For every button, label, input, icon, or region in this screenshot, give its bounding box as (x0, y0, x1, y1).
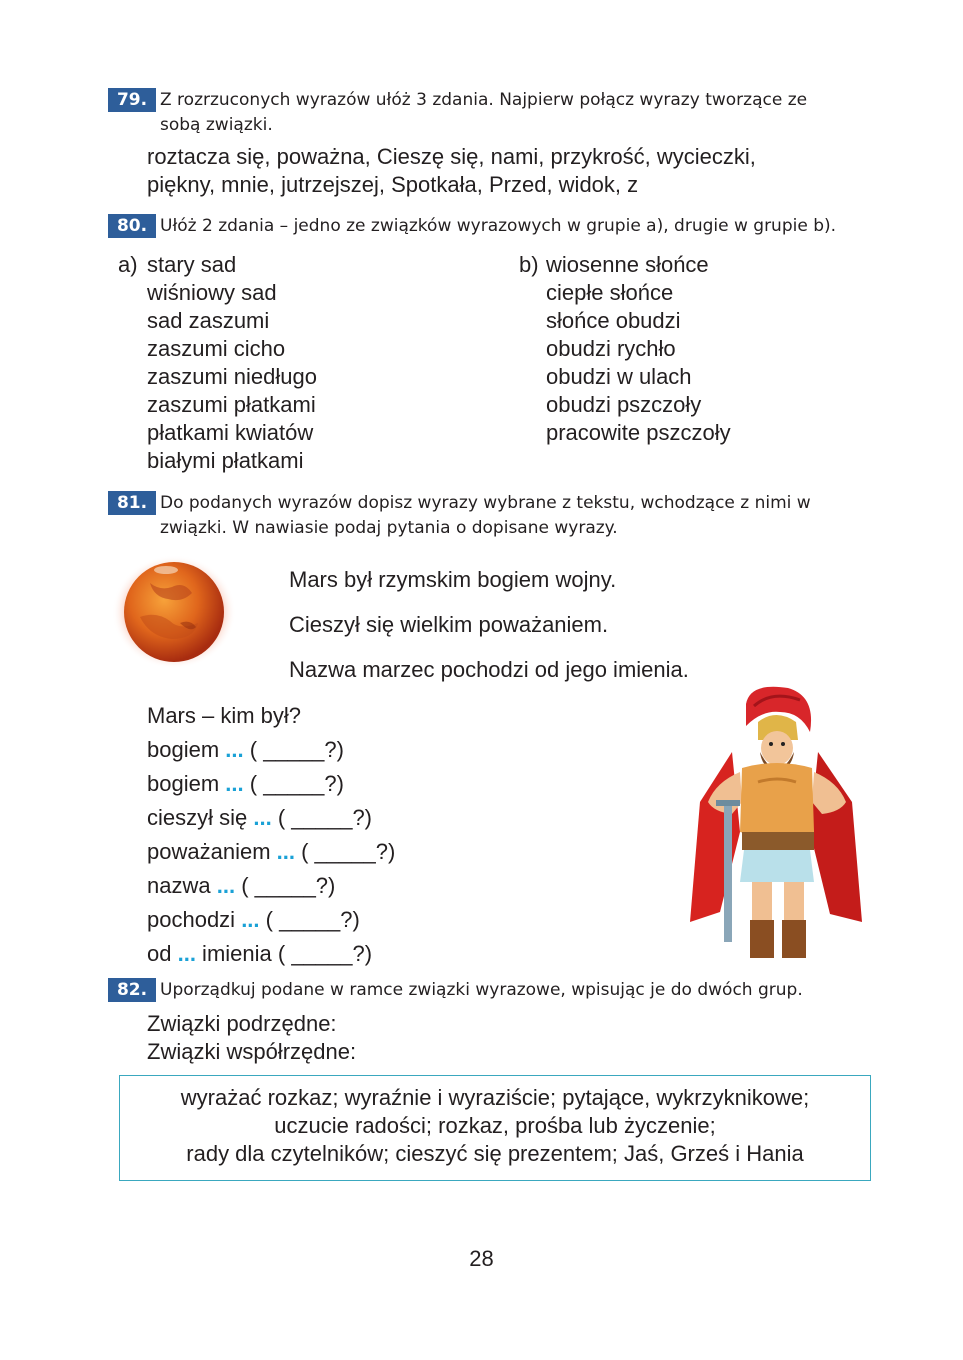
answer-row-dots: ... (225, 771, 244, 796)
group-a-item: zaszumi cicho (147, 336, 286, 361)
exercise-82-word-box (119, 1075, 871, 1181)
group-b-item: wiosenne słońce (546, 252, 709, 277)
group-b-item: obudzi w ulach (546, 364, 692, 389)
exercise-81-answer-rows (147, 733, 395, 971)
page-number: 28 (469, 1246, 494, 1271)
answer-row-blank[interactable]: ( _____?) (265, 907, 360, 932)
exercise-80-group-b (546, 251, 731, 447)
answer-row-dots: ... (177, 941, 196, 966)
answer-row (147, 937, 395, 971)
exercise-79-instruction-line2: sobą związki. (160, 115, 273, 135)
group-b-item: ciepłe słońce (546, 280, 674, 305)
answer-row-after: imienia (195, 941, 272, 966)
exercise-79-instruction-line1: Z rozrzuconych wyrazów ułóż 3 zdania. Najpierw połącz wyrazy tworzące ze (160, 90, 808, 110)
answer-row-dots: ... (225, 737, 244, 762)
answer-row (147, 903, 395, 937)
exercise-79-instruction (160, 88, 880, 138)
group-a-item: wiśniowy sad (147, 280, 277, 305)
answer-row (147, 835, 395, 869)
exercise-79-words (147, 143, 756, 199)
roman-warrior-image (680, 682, 870, 964)
group-b-item: pracowite pszczoły (546, 420, 731, 445)
group-b-item: obudzi pszczoły (546, 392, 702, 417)
word-box-line3: rady dla czytelników; cieszyć się prezentem; Jaś, Grześ i Hania (186, 1141, 804, 1166)
exercise-79-words-line2: piękny, mnie, jutrzejszej, Spotkała, Przed, widok, z (147, 172, 639, 197)
answer-row-blank[interactable]: ( _____?) (277, 805, 373, 830)
answer-row (147, 801, 395, 835)
group-a-item: sad zaszumi (147, 308, 270, 333)
answer-row-blank[interactable]: ( _____?) (249, 737, 344, 762)
answer-row-dots: ... (216, 873, 236, 898)
answer-row-word: cieszył się (147, 805, 254, 830)
exercise-81-instruction-line1: Do podanych wyrazów dopisz wyrazy wybrane z tekstu, wchodzące z nimi w (160, 493, 811, 513)
answer-row-word: nazwa (147, 873, 217, 898)
answer-row-word: bogiem (147, 771, 226, 796)
word-box-line1: wyrażać rozkaz; wyraźnie i wyraziście; pytające, wykrzyknikowe; (180, 1085, 810, 1110)
group-b-item: obudzi rychło (546, 336, 676, 361)
exercise-82-group-subordinate: Związki podrzędne: (147, 1011, 337, 1036)
exercise-81-number: 81. (108, 491, 156, 515)
answer-row-dots: ... (241, 907, 260, 932)
exercise-80-group-a (147, 251, 317, 475)
answer-row-dots: ... (276, 839, 295, 864)
answer-row-blank[interactable]: ( _____?) (249, 771, 344, 796)
exercise-81-text-line2: Cieszył się wielkim poważaniem. (289, 612, 609, 637)
group-a-item: stary sad (147, 252, 237, 277)
answer-row-blank[interactable]: ( _____?) (301, 839, 396, 864)
exercise-81-text-line3: Nazwa marzec pochodzi od jego imienia. (289, 657, 689, 682)
answer-row-word: pochodzi (147, 907, 242, 932)
exercise-80-instruction: Ułóż 2 zdania – jedno ze związków wyrazowych w grupie a), drugie w grupie b). (160, 216, 837, 236)
exercise-82-number: 82. (108, 978, 156, 1002)
group-b-item: słońce obudzi (546, 308, 681, 333)
group-a-item: zaszumi niedługo (147, 364, 317, 389)
answer-row (147, 733, 395, 767)
answer-row-word: od (147, 941, 178, 966)
exercise-82-groups (147, 1010, 356, 1066)
group-a-item: zaszumi płatkami (147, 392, 316, 417)
exercise-79-number: 79. (108, 88, 156, 112)
exercise-81-instruction (160, 491, 880, 541)
word-box-line2: uczucie radości; rozkaz, prośba lub życzenie; (274, 1113, 716, 1138)
group-a-item: białymi płatkami (147, 448, 304, 473)
exercise-81-text-line1: Mars był rzymskim bogiem wojny. (289, 567, 617, 592)
answer-row (147, 767, 395, 801)
answer-row (147, 869, 395, 903)
mars-planet-image (110, 553, 238, 671)
exercise-81-text (289, 557, 689, 692)
answer-row-blank[interactable]: ( _____?) (277, 941, 373, 966)
exercise-81-question-header: Mars – kim był? (147, 703, 302, 728)
answer-row-dots: ... (253, 805, 272, 830)
exercise-81-instruction-line2: związki. W nawiasie podaj pytania o dopisane wyrazy. (160, 518, 618, 538)
answer-row-word: poważaniem (147, 839, 277, 864)
exercise-80-group-b-marker: b) (519, 252, 539, 277)
exercise-81-answers (147, 699, 395, 971)
group-a-item: płatkami kwiatów (147, 420, 314, 445)
answer-row-word: bogiem (147, 737, 226, 762)
exercise-80-number: 80. (108, 214, 156, 238)
answer-row-blank[interactable]: ( _____?) (241, 873, 336, 898)
exercise-82-group-coordinate: Związki współrzędne: (147, 1039, 357, 1064)
exercise-79-words-line1: roztacza się, poważna, Cieszę się, nami, przykrość, wycieczki, (147, 144, 756, 169)
exercise-80-group-a-marker: a) (118, 252, 138, 277)
exercise-82-instruction: Uporządkuj podane w ramce związki wyrazowe, wpisując je do dwóch grup. (160, 980, 803, 1000)
